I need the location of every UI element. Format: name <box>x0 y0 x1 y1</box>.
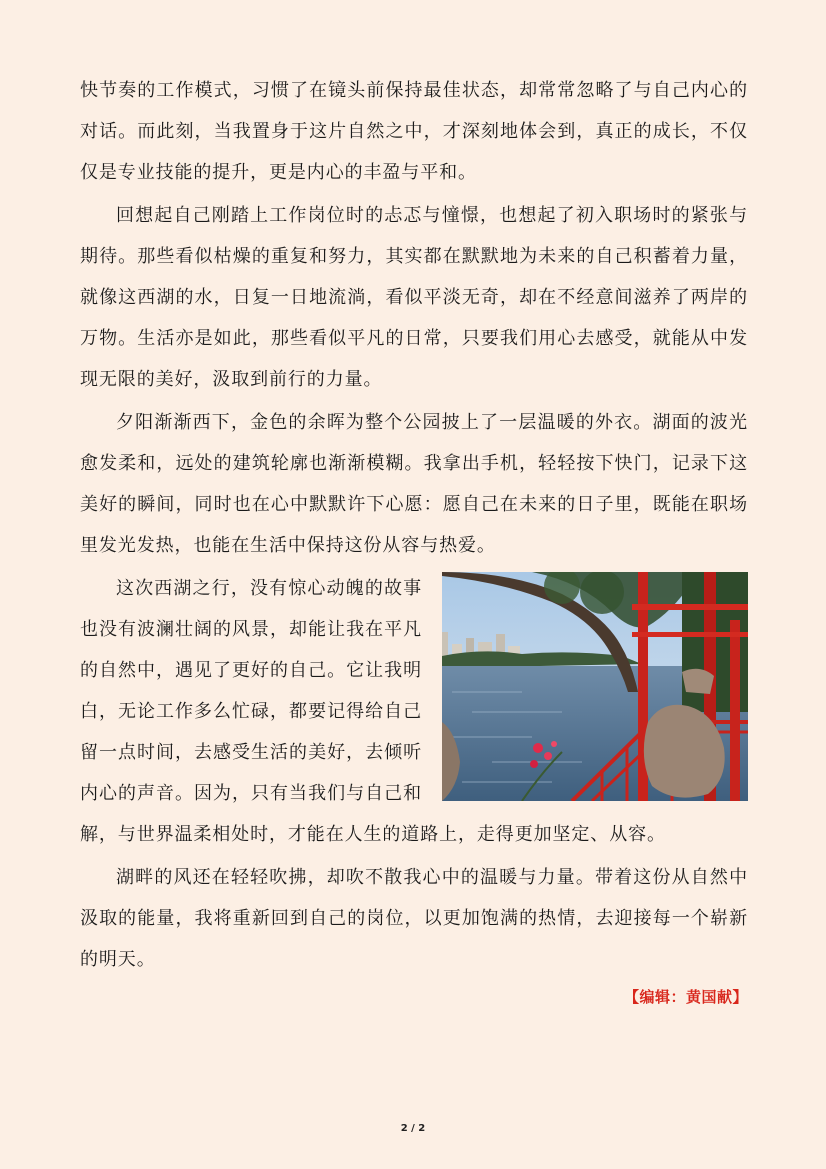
article-body <box>80 70 748 1007</box>
paragraph-1: 快节奏的工作模式，习惯了在镜头前保持最佳状态，却常常忽略了与自己内心的对话。而此刻，当我置身于这片自然之中，才深刻地体会到，真正的成长，不仅仅是专业技能的提升，更是内心的丰盈与平和。 <box>80 80 748 183</box>
paragraph-2: 回想起自己刚踏上工作岗位时的忐忑与憧憬，也想起了初入职场时的紧张与期待。那些看似枯燥的重复和努力，其实都在默默地为未来的自己积蓄着力量，就像这西湖的水，日复一日地流淌，看似平淡无奇，却在不经意间滋养了两岸的万物。生活亦是如此，那些看似平凡的日常，只要我们用心去感受，就能从中发现无限的美好，汲取到前行的力量。 <box>80 205 748 390</box>
west-lake-photo <box>442 572 748 801</box>
editor-credit: 【编辑：黄国献】 <box>623 988 748 1006</box>
page-number: 2 / 2 <box>400 1123 426 1134</box>
paragraph-5: 湖畔的风还在轻轻吹拂，却吹不散我心中的温暖与力量。带着这份从自然中汲取的能量，我将重新回到自己的岗位，以更加饱满的热情，去迎接每一个崭新的明天。 <box>80 867 748 970</box>
paragraph-3: 夕阳渐渐西下，金色的余晖为整个公园披上了一层温暖的外衣。湖面的波光愈发柔和，远处的建筑轮廓也渐渐模糊。我拿出手机，轻轻按下快门，记录下这美好的瞬间，同时也在心中默默许下心愿：愿自己在未来的日子里，既能在职场里发光发热，也能在生活中保持这份从容与热爱。 <box>80 412 748 556</box>
paragraph-4: 这次西湖之行，没有惊心动魄的故事也没有波澜壮阔的风景，却能让我在平凡的自然中，遇见了更好的自己。它让我明白，无论工作多么忙碌，都要记得给自己留一点时间，去感受生活的美好，去倾听内心的声音。因为，只有当我们与自己和解，与世界温柔相处时，才能在人生的道路上，走得更加坚定、从容。 <box>80 578 666 845</box>
paragraph-4-wrap <box>80 568 748 855</box>
